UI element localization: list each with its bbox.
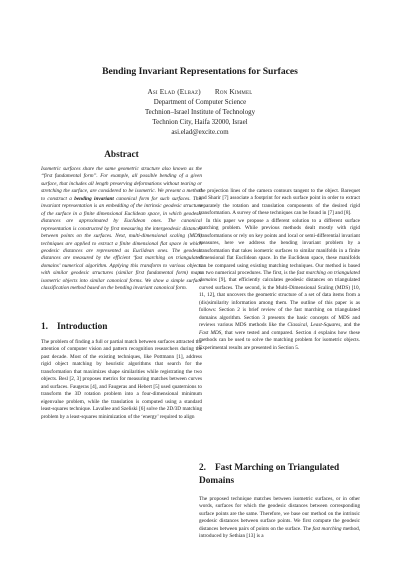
abstract-text-b: canonical form for such surfaces. This invariant representation is an embedding of the intrinsic geodesic structure of the surface in a finite dimensional Euclidean space, in which geodesic distances are approximated by Euclidean ones. The canonical representation is constructed by first measuring the intergeodesic distances between points on the surfaces. Next, multi-dimensional scaling (MDS) techniques are applied to extract a finite dimensional flat space in which geodesic distances are represented as Euclidean ones. The geodesic distances are measured by the efficient ‘fast marching on triangulated domains’ numerical algorithm. Applying this transform to various objects with similar geodesic structures (similar first fundamental form) maps isometric objects into similar canonical forms. We show a simple surface classification method based on the bending invariant canonical form.: [41, 195, 203, 292]
section1-title: Introduction: [57, 322, 108, 332]
section2-body: [199, 496, 360, 541]
section2-text-a: The proposed technique matches between isometric surfaces, or in other words, surfaces for which the geodesic distances between corresponding surface points are the same. Therefore, we base our method on the intrinsic geodesic distances between surface points. We first compute the geodesic distances between pairs of points on the surface. The: [199, 496, 360, 532]
p2-text-c: and the: [341, 322, 361, 329]
section2-heading: [199, 462, 360, 488]
right-paragraph-2: [199, 218, 360, 352]
paper-title: Bending Invariant Representations for Surfaces: [102, 66, 298, 77]
section2-title: Fast Marching on Triangulated Domains: [199, 463, 340, 486]
affiliation-email: asi.elad@excite.com: [171, 129, 229, 136]
p2-italic-3: Fast MDS,: [199, 329, 223, 336]
author-line: [0, 88, 400, 96]
p2-text-b: [9], that efficiently calculates geodesic distances on triangulated curved surfaces. The second, is the Multi-Dimensional Scaling (MDS) [10, 11, 12], that uncovers the geometric structure of a set of data items from a (dis)similarity information among them. The outline of this paper is as follows: Section 2 is brief review of the fast marching on triangulated domains algorithm. Section 3 presents the basic concepts of MDS and reviews various MDS methods like the: [199, 277, 360, 329]
abstract-heading: Abstract: [104, 150, 139, 160]
abstract-text-a: Isometric surfaces share the same geometric structure also known as the “first fundamental form”. For example, all possible bending of a given surface, that includes all length preserving deformations without tearing or stretching the surface, are considered to be isometric. We present a method to construct a: [41, 166, 202, 202]
affiliation-city: Technion City, Haifa 32000, Israel: [152, 119, 248, 126]
abstract-body: [41, 166, 202, 293]
affiliation-institute: Technion–Israel Institute of Technology: [144, 109, 256, 116]
section2-number: 2.: [199, 463, 206, 473]
section2-text-b: method, introduced by Sethian [13] is a: [199, 525, 361, 540]
right-paragraph-1: the projection lines of the camera contours tangent to the object. Barequet and Sharir [7] associate a footprint for each surface point in order to extract separately the rotation and translation components of the desired rigid transformation. A survey of these techniques can be found in [7] and [8].: [199, 188, 360, 217]
affiliation-dept: Department of Computer Science: [153, 99, 247, 106]
p2-italic-2: Classical, Least-Squares,: [287, 322, 342, 329]
section1-heading: [41, 322, 107, 332]
abstract-text-bold: bending invariant: [74, 195, 114, 202]
p2-text-a: In this paper we propose a different solution to a different surface matching problem. While previous methods dealt mostly with rigid transformations or rely on key points and local or semi-differential invariant measures, here we address the bending invariant problem by a transformation that takes isometric surfaces to similar manifolds in a finite dimensional flat Euclidean space. In the Euclidean space, these manifolds can be compared using existing matching techniques. Our method is based on two numerical procedures. The first, is the: [199, 217, 360, 276]
p2-italic-1: fast marching on triangulated domains: [199, 269, 360, 284]
p2-text-d: that were tested and compared. Section 4 explains how these methods can be used to solve the matching problem for isometric objects. Experimental results are presented in Section 5.: [199, 329, 361, 351]
author-second: Ron Kimmel: [214, 88, 253, 96]
section1-number: 1.: [41, 322, 48, 332]
section1-text: The problem of finding a full or partial match between surfaces attracted the attention of computer vision and pattern recognition researchers during the past decade. Most of the existing techniques, like Pottmann [1], address rigid object matching by heuristic algorithms that search for the transformation that maximizes shape similarities while registrating the two objects. Besl [2, 3] proposes metrics for measuring matches between curves and surfaces. Faugeras [4], and Faugeras and Hebert [5] used quaternions to transform the 3D rotation problem into a four-dimensional minimum eigenvalue problem, while the translation is computed using a standard least-squares technique. Lavallee and Szeliski [6] solve the 2D/3D matching problem by a least-squares minimization of the ‘energy’ required to align: [41, 339, 202, 420]
section1-body: [41, 339, 202, 421]
author-first: Asi Elad (Elbaz): [147, 88, 201, 96]
section2-text-italic: fast marching: [312, 525, 342, 532]
right-column-body: [199, 188, 360, 352]
